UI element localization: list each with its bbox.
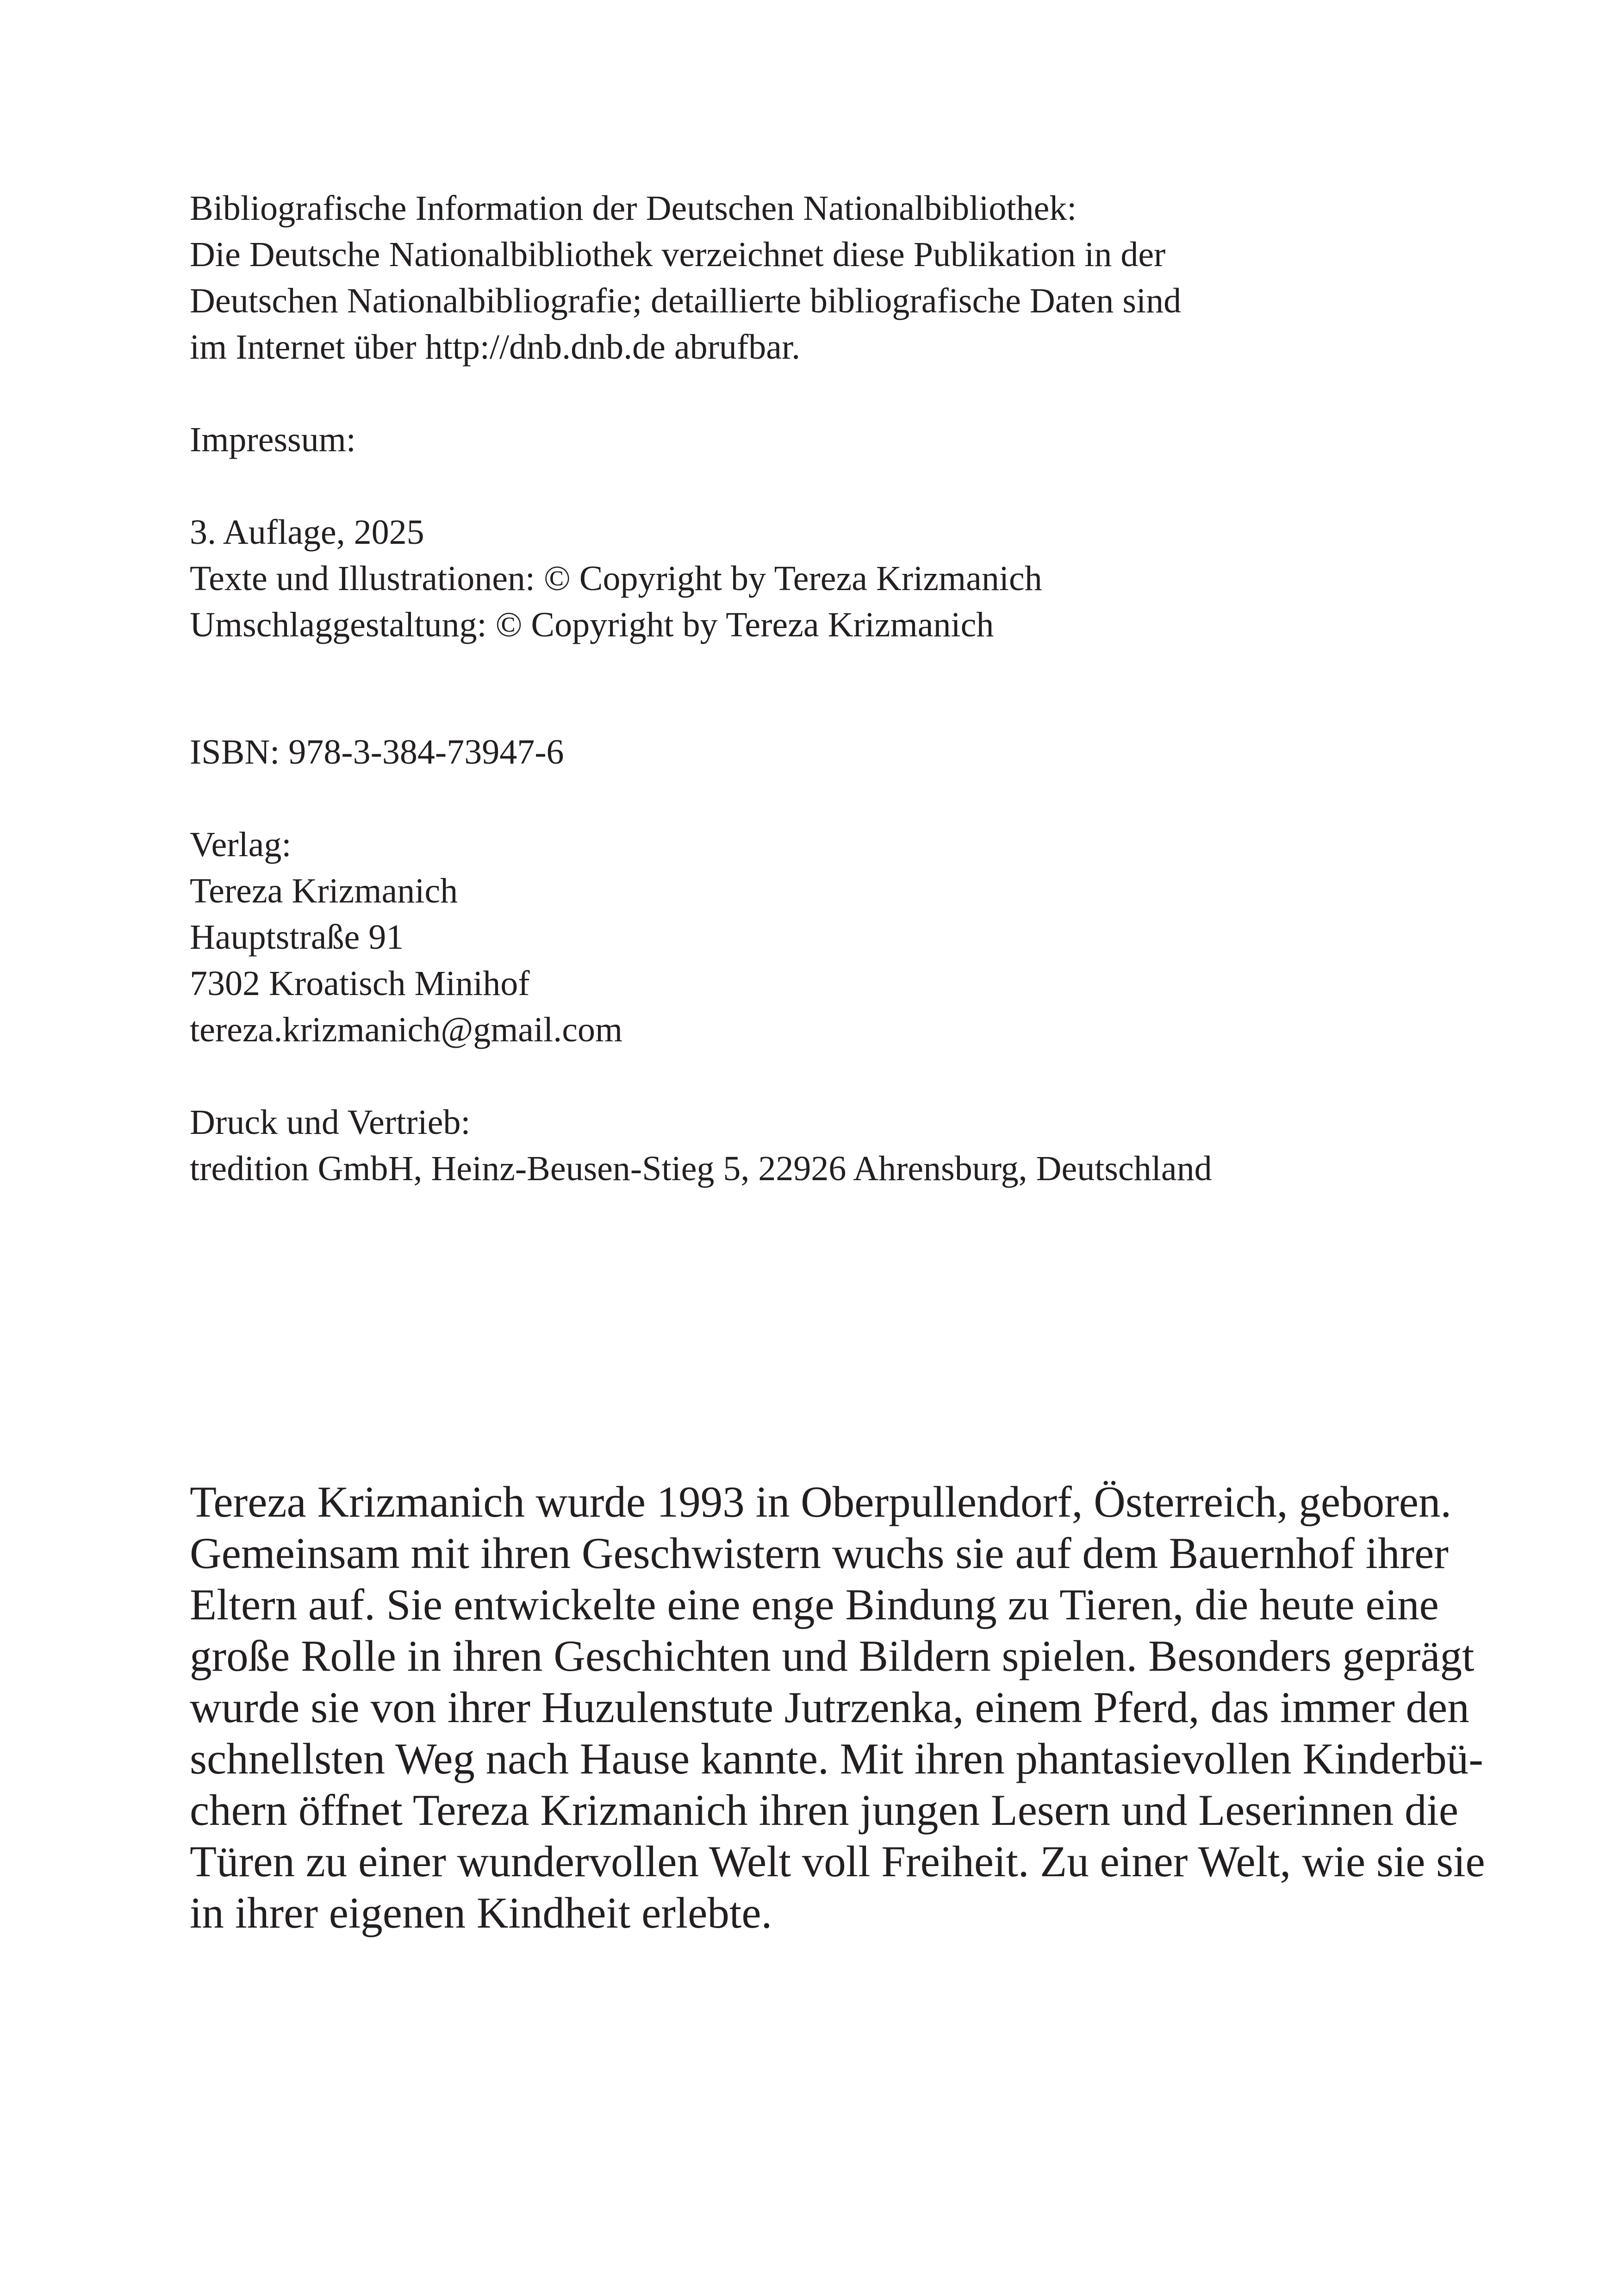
publisher-block: [190, 821, 1439, 1053]
dnb-notice-line: im Internet über http://dnb.dnb.de abrufbar.: [190, 328, 801, 367]
distribution-label: Druck und Vertrieb:: [190, 1103, 471, 1142]
dnb-notice-line: Bibliografische Information der Deutschen Nationalbibliothek:: [190, 189, 1077, 228]
isbn: ISBN: 978-3-384-73947-6: [190, 733, 564, 772]
bio-line: Tereza Krizmanich wurde 1993 in Oberpullendorf, Österreich, geboren.: [190, 1477, 1452, 1526]
imprint-block: [190, 185, 1439, 1192]
cover-design-copyright: Umschlaggestaltung: © Copyright by Tereza Krizmanich: [190, 605, 994, 644]
bio-line: in ihrer eigenen Kindheit erlebte.: [190, 1888, 772, 1937]
bio-line: wurde sie von ihrer Huzulenstute Jutrzenka, einem Pferd, das immer den: [190, 1683, 1469, 1732]
bio-line: Eltern auf. Sie entwickelte eine enge Bindung zu Tieren, die heute eine: [190, 1580, 1439, 1629]
bio-line: chern öffnet Tereza Krizmanich ihren jungen Lesern und Leserinnen die: [190, 1786, 1459, 1835]
distribution-text: tredition GmbH, Heinz-Beusen-Stieg 5, 22926 Ahrensburg, Deutschland: [190, 1149, 1212, 1188]
author-bio: [190, 1476, 1485, 1939]
publisher-label: Verlag:: [190, 825, 292, 864]
dnb-notice: [190, 185, 1439, 370]
publisher-email: tereza.krizmanich@gmail.com: [190, 1010, 623, 1049]
bio-line: Türen zu einer wundervollen Welt voll Freiheit. Zu einer Welt, wie sie sie: [190, 1837, 1485, 1886]
distribution-block: [190, 1099, 1439, 1192]
bio-line: schnellsten Weg nach Hause kannte. Mit ihren phantasievollen Kinderbü-: [190, 1734, 1483, 1783]
dnb-notice-line: Deutschen Nationalbibliografie; detaillierte bibliografische Daten sind: [190, 281, 1182, 320]
publisher-street: Hauptstraße 91: [190, 918, 404, 957]
bio-line: Gemeinsam mit ihren Geschwistern wuchs sie auf dem Bauernhof ihrer: [190, 1529, 1449, 1578]
bio-line: große Rolle in ihren Geschichten und Bildern spielen. Besonders geprägt: [190, 1631, 1475, 1680]
dnb-notice-line: Die Deutsche Nationalbibliothek verzeichnet diese Publikation in der: [190, 235, 1166, 274]
publisher-name: Tereza Krizmanich: [190, 871, 458, 910]
text-illustrations-copyright: Texte und Illustrationen: © Copyright by Tereza Krizmanich: [190, 559, 1042, 598]
publisher-city: 7302 Kroatisch Minihof: [190, 964, 530, 1003]
edition-info: 3. Auflage, 2025: [190, 513, 424, 552]
impressum-label: Impressum:: [190, 420, 356, 459]
